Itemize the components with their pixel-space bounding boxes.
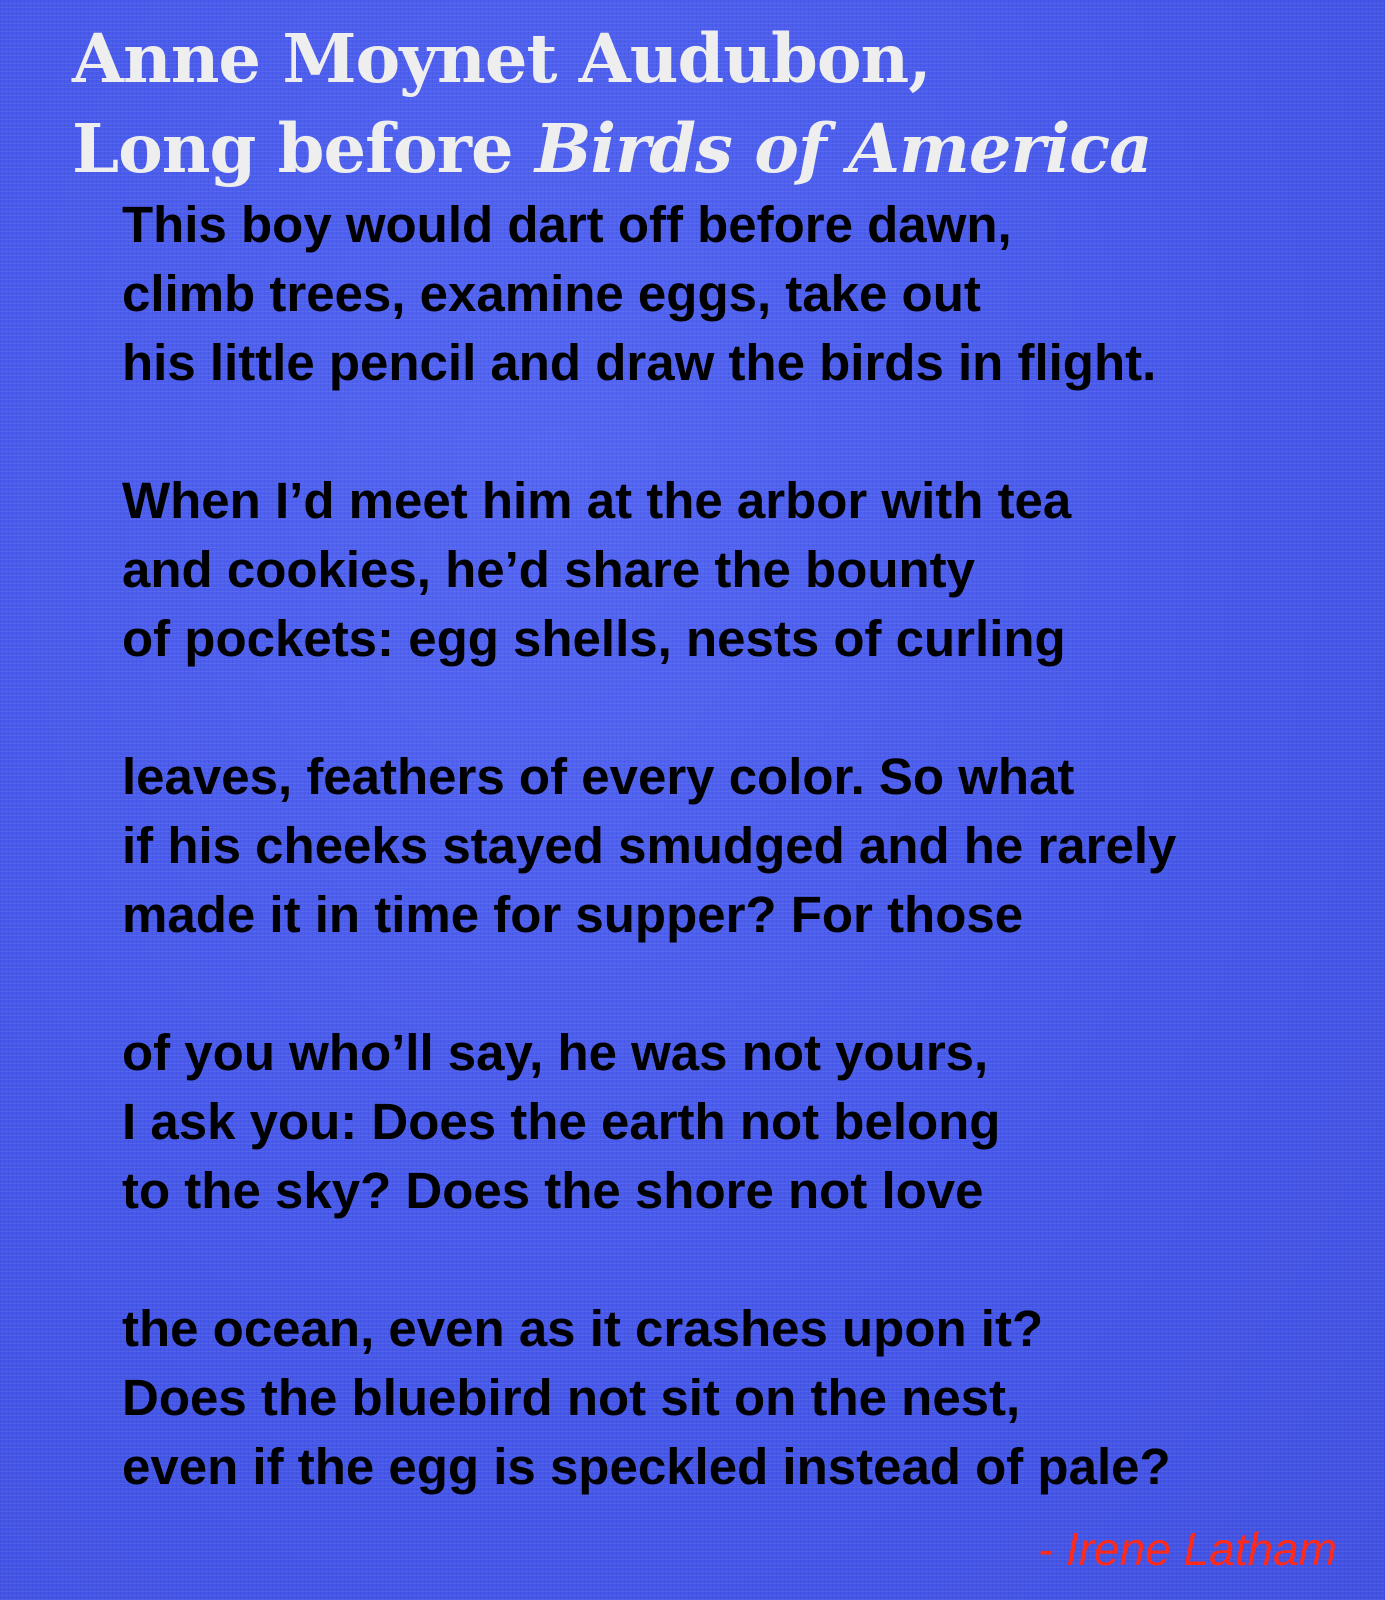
- verse-line: I ask you: Does the earth not belong: [122, 1093, 1001, 1150]
- title-line-2-italic: Birds of America: [534, 109, 1152, 188]
- author-credit: - Irene Latham: [1037, 1523, 1337, 1575]
- poem-body: [122, 190, 1372, 1570]
- stanza-4: [122, 1018, 1372, 1225]
- verse-line: even if the egg is speckled instead of pale?: [122, 1438, 1171, 1495]
- verse-line: if his cheeks stayed smudged and he rarely: [122, 817, 1177, 874]
- verse-line: Does the bluebird not sit on the nest,: [122, 1369, 1021, 1426]
- verse-line: This boy would dart off before dawn,: [122, 196, 1012, 253]
- verse-line: climb trees, examine eggs, take out: [122, 265, 981, 322]
- stanza-3: [122, 742, 1372, 949]
- verse-line: leaves, feathers of every color. So what: [122, 748, 1075, 805]
- verse-line: of you who’ll say, he was not yours,: [122, 1024, 989, 1081]
- verse-line: When I’d meet him at the arbor with tea: [122, 472, 1072, 529]
- verse-line: made it in time for supper? For those: [122, 886, 1024, 943]
- verse-line: of pockets: egg shells, nests of curling: [122, 610, 1066, 667]
- poem-title: [72, 14, 1152, 194]
- title-line-1: Anne Moynet Audubon,: [72, 19, 931, 98]
- stanza-5: [122, 1294, 1372, 1501]
- verse-line: his little pencil and draw the birds in flight.: [122, 334, 1157, 391]
- title-line-2-prefix: Long before: [72, 109, 535, 188]
- stanza-2: [122, 466, 1372, 673]
- verse-line: and cookies, he’d share the bounty: [122, 541, 976, 598]
- stanza-1: [122, 190, 1372, 397]
- title-line-2: [72, 104, 1152, 194]
- verse-line: the ocean, even as it crashes upon it?: [122, 1300, 1044, 1357]
- verse-line: to the sky? Does the shore not love: [122, 1162, 984, 1219]
